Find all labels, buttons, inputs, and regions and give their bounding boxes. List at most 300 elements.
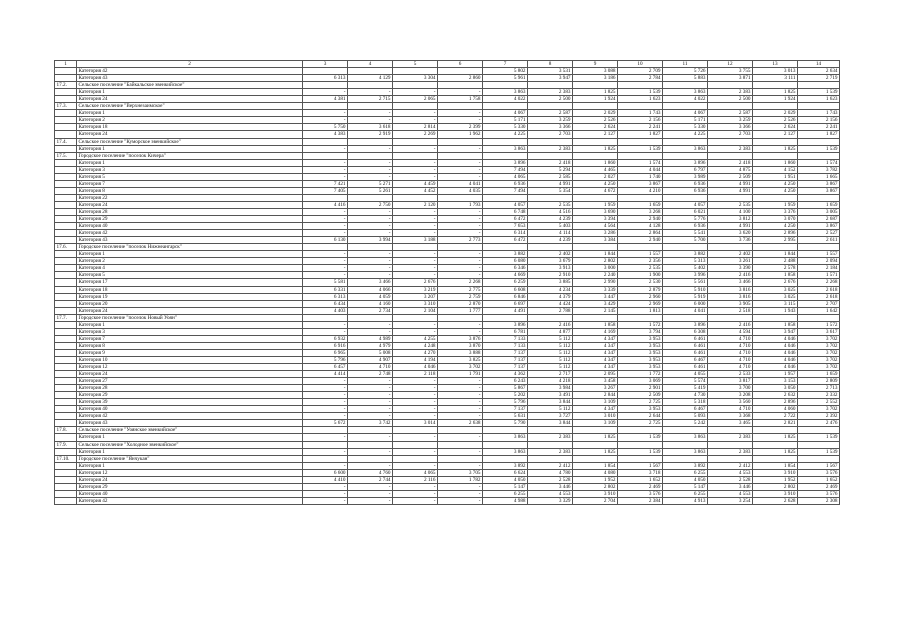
- table-row: [55, 286, 840, 293]
- value-cell: -: [303, 89, 348, 96]
- value-cell: 3 825: [438, 356, 483, 363]
- value-cell: -: [348, 208, 393, 215]
- row-label: Категория 12: [77, 469, 303, 476]
- value-cell: 4 875: [708, 166, 753, 173]
- value-cell: -: [303, 265, 348, 272]
- value-cell: -: [393, 328, 438, 335]
- value-cell: -: [303, 208, 348, 215]
- value-cell: -: [303, 230, 348, 237]
- row-code: [55, 201, 77, 208]
- value-cell: 3 366: [708, 124, 753, 131]
- value-cell: [483, 82, 528, 89]
- value-cell: 2 704: [573, 497, 618, 504]
- value-cell: 4 022: [663, 96, 708, 103]
- value-cell: 2 717: [528, 371, 573, 378]
- value-cell: 3 892: [663, 462, 708, 469]
- value-cell: 6 600: [303, 469, 348, 476]
- value-cell: 1 825: [753, 89, 798, 96]
- value-cell: -: [438, 223, 483, 230]
- value-cell: 1 572: [798, 321, 840, 328]
- value-cell: -: [348, 223, 393, 230]
- value-cell: 2 095: [573, 371, 618, 378]
- value-cell: 2 896: [753, 399, 798, 406]
- value-cell: 3 736: [708, 237, 753, 244]
- value-cell: [438, 194, 483, 201]
- table-row: [55, 244, 840, 251]
- value-cell: 1 539: [618, 448, 663, 455]
- row-label: Категория 24: [77, 307, 303, 314]
- value-cell: -: [438, 230, 483, 237]
- value-cell: 3 705: [438, 469, 483, 476]
- value-cell: 6 255: [663, 490, 708, 497]
- row-label: Категория 40: [77, 490, 303, 497]
- value-cell: [303, 103, 348, 110]
- value-cell: [528, 82, 573, 89]
- value-cell: 6 461: [663, 335, 708, 342]
- value-cell: 3 896: [663, 159, 708, 166]
- value-cell: -: [438, 145, 483, 152]
- value-cell: 3 153: [753, 378, 798, 385]
- value-cell: 3 366: [528, 124, 573, 131]
- value-cell: 1 652: [798, 476, 840, 483]
- value-cell: 3 953: [618, 342, 663, 349]
- value-cell: -: [348, 89, 393, 96]
- value-cell: 2 687: [798, 216, 840, 223]
- row-code: [55, 490, 77, 497]
- value-cell: [753, 82, 798, 89]
- value-cell: -: [303, 216, 348, 223]
- row-label: Категория 7: [77, 335, 303, 342]
- value-cell: 2 719: [798, 75, 840, 82]
- row-code: [55, 117, 77, 124]
- value-cell: [618, 103, 663, 110]
- value-cell: -: [393, 448, 438, 455]
- table-row: [55, 399, 840, 406]
- value-cell: -: [393, 497, 438, 504]
- row-code: 17.5.: [55, 152, 77, 159]
- value-cell: 3 025: [753, 293, 798, 300]
- value-cell: 1 962: [438, 131, 483, 138]
- value-cell: -: [393, 258, 438, 265]
- value-cell: 2 734: [348, 307, 393, 314]
- value-cell: -: [348, 413, 393, 420]
- value-cell: 6 313: [303, 75, 348, 82]
- value-cell: [348, 455, 393, 462]
- value-cell: 3 892: [483, 462, 528, 469]
- value-cell: [618, 314, 663, 321]
- value-cell: 6 936: [663, 187, 708, 194]
- value-cell: 2 624: [753, 124, 798, 131]
- value-cell: 2 412: [708, 462, 753, 469]
- value-cell: 4 907: [348, 356, 393, 363]
- row-label: Категория 10: [77, 356, 303, 363]
- value-cell: [303, 455, 348, 462]
- value-cell: -: [348, 406, 393, 413]
- value-cell: 3 679: [528, 258, 573, 265]
- value-cell: [618, 82, 663, 89]
- value-cell: [348, 427, 393, 434]
- table-row: [55, 462, 840, 469]
- row-label: Сельское поселение "Байкальское эвенкийское": [77, 82, 303, 89]
- value-cell: -: [438, 490, 483, 497]
- value-cell: -: [348, 392, 393, 399]
- table-row: [55, 356, 840, 363]
- value-cell: [483, 441, 528, 448]
- value-cell: [618, 152, 663, 159]
- value-cell: -: [303, 251, 348, 258]
- value-cell: [753, 244, 798, 251]
- row-code: [55, 307, 77, 314]
- row-code: [55, 166, 77, 173]
- value-cell: [753, 441, 798, 448]
- value-cell: [618, 427, 663, 434]
- value-cell: 4 564: [573, 223, 618, 230]
- value-cell: 3 207: [393, 293, 438, 300]
- value-cell: 2 587: [708, 110, 753, 117]
- value-cell: -: [438, 385, 483, 392]
- value-cell: 4 991: [708, 223, 753, 230]
- value-cell: 4 234: [528, 286, 573, 293]
- row-code: 17.9.: [55, 441, 77, 448]
- row-code: [55, 96, 77, 103]
- value-cell: 1 825: [573, 89, 618, 96]
- value-cell: 3 896: [483, 321, 528, 328]
- value-cell: -: [303, 392, 348, 399]
- value-cell: 3 304: [393, 75, 438, 82]
- value-cell: 2 910: [528, 272, 573, 279]
- value-cell: -: [348, 117, 393, 124]
- value-cell: 2 624: [573, 124, 618, 131]
- row-label: Категория 1: [77, 110, 303, 117]
- value-cell: -: [303, 490, 348, 497]
- value-cell: 3 953: [618, 335, 663, 342]
- value-cell: [753, 427, 798, 434]
- value-cell: 1 574: [618, 159, 663, 166]
- value-cell: 3 867: [798, 180, 840, 187]
- value-cell: 1 782: [438, 476, 483, 483]
- value-cell: [393, 152, 438, 159]
- value-cell: -: [438, 448, 483, 455]
- value-cell: -: [393, 117, 438, 124]
- value-cell: 3 702: [438, 364, 483, 371]
- value-cell: 4 100: [708, 208, 753, 215]
- row-label: Сельское поселение "Куморское эвенкийское": [77, 138, 303, 145]
- value-cell: [348, 244, 393, 251]
- value-cell: [798, 441, 840, 448]
- value-cell: 6 434: [303, 300, 348, 307]
- value-cell: 2 587: [528, 110, 573, 117]
- value-cell: 2 784: [618, 75, 663, 82]
- value-cell: 3 186: [573, 75, 618, 82]
- value-cell: [393, 103, 438, 110]
- table-row: [55, 216, 840, 223]
- value-cell: 2 744: [348, 476, 393, 483]
- value-cell: 3 376: [753, 208, 798, 215]
- row-label: Категория 22: [77, 194, 303, 201]
- value-cell: 4 065: [483, 173, 528, 180]
- value-cell: 4 169: [573, 328, 618, 335]
- value-cell: -: [348, 378, 393, 385]
- value-cell: -: [348, 448, 393, 455]
- value-cell: 3 953: [618, 406, 663, 413]
- value-cell: [798, 194, 840, 201]
- value-cell: 5 354: [528, 187, 573, 194]
- value-cell: 2 533: [708, 371, 753, 378]
- value-cell: -: [303, 483, 348, 490]
- value-cell: 2 383: [708, 434, 753, 441]
- value-cell: -: [438, 328, 483, 335]
- value-cell: 4 991: [708, 180, 753, 187]
- row-label: Категория 24: [77, 201, 303, 208]
- column-number-header: 6: [438, 61, 483, 68]
- value-cell: 4 989: [348, 335, 393, 342]
- value-cell: 2 383: [708, 448, 753, 455]
- table-row: [55, 180, 840, 187]
- row-label: Категория 43: [77, 75, 303, 82]
- value-cell: 1 539: [618, 434, 663, 441]
- value-cell: 2 725: [618, 420, 663, 427]
- table-row: [55, 68, 840, 75]
- value-cell: 3 466: [708, 279, 753, 286]
- value-cell: 1 539: [618, 89, 663, 96]
- value-cell: 2 383: [528, 145, 573, 152]
- row-code: [55, 399, 77, 406]
- value-cell: 3 339: [573, 286, 618, 293]
- value-cell: 3 259: [528, 117, 573, 124]
- value-cell: 1 758: [438, 96, 483, 103]
- value-cell: [618, 194, 663, 201]
- value-cell: 3 702: [798, 342, 840, 349]
- value-cell: [528, 138, 573, 145]
- value-cell: 6 000: [663, 300, 708, 307]
- value-cell: 1 557: [798, 251, 840, 258]
- value-cell: 2 500: [708, 96, 753, 103]
- value-cell: [393, 427, 438, 434]
- value-cell: 2 901: [618, 385, 663, 392]
- value-cell: 2 844: [573, 392, 618, 399]
- value-cell: 3 576: [798, 469, 840, 476]
- value-cell: 2 628: [753, 497, 798, 504]
- value-cell: [483, 455, 528, 462]
- value-cell: 4 057: [483, 201, 528, 208]
- value-cell: [798, 138, 840, 145]
- table-row: [55, 223, 840, 230]
- value-cell: 5 171: [483, 117, 528, 124]
- row-code: [55, 131, 77, 138]
- value-cell: 2 990: [573, 279, 618, 286]
- value-cell: -: [303, 223, 348, 230]
- table-row: [55, 103, 840, 110]
- table-row: [55, 469, 840, 476]
- value-cell: 4 553: [708, 469, 753, 476]
- value-cell: 3 867: [618, 180, 663, 187]
- value-cell: 1 959: [573, 201, 618, 208]
- value-cell: 4 129: [348, 75, 393, 82]
- value-cell: 2 814: [393, 124, 438, 131]
- value-cell: 4 710: [708, 335, 753, 342]
- row-label: Городское поселение "поселок Нижнеангарск": [77, 244, 303, 251]
- value-cell: 3 259: [708, 117, 753, 124]
- value-cell: -: [303, 413, 348, 420]
- value-cell: 1 813: [618, 307, 663, 314]
- value-cell: 3 996: [663, 272, 708, 279]
- value-cell: 2 969: [618, 300, 663, 307]
- value-cell: -: [348, 173, 393, 180]
- row-label: Категория 7: [77, 180, 303, 187]
- value-cell: 6 472: [483, 237, 528, 244]
- value-cell: 3 329: [528, 497, 573, 504]
- value-cell: 4 730: [663, 392, 708, 399]
- value-cell: 3 953: [618, 364, 663, 371]
- value-cell: 1 539: [798, 145, 840, 152]
- value-cell: 4 347: [573, 349, 618, 356]
- row-label: Категория 42: [77, 413, 303, 420]
- value-cell: 6 461: [663, 342, 708, 349]
- value-cell: 2 725: [618, 399, 663, 406]
- value-cell: 2 476: [798, 420, 840, 427]
- value-cell: [798, 455, 840, 462]
- table-row: [55, 124, 840, 131]
- table-row: [55, 208, 840, 215]
- row-label: Категория 29: [77, 216, 303, 223]
- row-code: [55, 194, 77, 201]
- row-code: 17.10.: [55, 455, 77, 462]
- value-cell: -: [348, 462, 393, 469]
- value-cell: 4 057: [663, 201, 708, 208]
- value-cell: -: [348, 497, 393, 504]
- value-cell: -: [303, 434, 348, 441]
- value-cell: 2 120: [393, 201, 438, 208]
- value-cell: [528, 314, 573, 321]
- value-cell: 7 494: [483, 166, 528, 173]
- row-code: 17.7.: [55, 314, 77, 321]
- value-cell: 4 988: [483, 497, 528, 504]
- value-cell: 3 984: [528, 385, 573, 392]
- value-cell: -: [438, 258, 483, 265]
- value-cell: 5 261: [348, 187, 393, 194]
- row-code: [55, 469, 77, 476]
- value-cell: 3 863: [483, 434, 528, 441]
- value-cell: 3 816: [708, 286, 753, 293]
- value-cell: 2 676: [393, 279, 438, 286]
- value-cell: 2 488: [753, 258, 798, 265]
- value-cell: -: [348, 321, 393, 328]
- value-cell: -: [303, 399, 348, 406]
- row-code: [55, 420, 77, 427]
- table-row: [55, 173, 840, 180]
- value-cell: 4 067: [483, 110, 528, 117]
- value-cell: 1 959: [753, 201, 798, 208]
- value-cell: 4 710: [708, 342, 753, 349]
- tariff-table: [54, 60, 840, 505]
- value-cell: 2 634: [798, 68, 840, 75]
- value-cell: 1 952: [573, 476, 618, 483]
- value-cell: [618, 455, 663, 462]
- value-cell: 3 910: [573, 490, 618, 497]
- value-cell: 4 225: [483, 131, 528, 138]
- value-cell: 6 965: [303, 349, 348, 356]
- value-cell: 3 010: [573, 413, 618, 420]
- column-number-header: 1: [55, 61, 77, 68]
- value-cell: [438, 441, 483, 448]
- value-cell: 3 910: [753, 469, 798, 476]
- value-cell: 1 827: [798, 131, 840, 138]
- table-row: [55, 117, 840, 124]
- value-cell: -: [348, 230, 393, 237]
- column-number-header: 7: [483, 61, 528, 68]
- value-cell: -: [348, 328, 393, 335]
- row-code: 17.4.: [55, 138, 77, 145]
- table-row: [55, 251, 840, 258]
- value-cell: 4 410: [303, 476, 348, 483]
- value-cell: 4 248: [393, 342, 438, 349]
- value-cell: [348, 441, 393, 448]
- value-cell: -: [303, 378, 348, 385]
- value-cell: -: [393, 145, 438, 152]
- value-cell: 1 574: [798, 159, 840, 166]
- value-cell: 3 531: [528, 68, 573, 75]
- table-row: [55, 335, 840, 342]
- value-cell: [483, 138, 528, 145]
- column-number-header: 13: [753, 61, 798, 68]
- row-code: [55, 321, 77, 328]
- table-row: [55, 371, 840, 378]
- table-row: [55, 483, 840, 490]
- value-cell: 3 727: [528, 413, 573, 420]
- value-cell: 5 574: [663, 378, 708, 385]
- value-cell: 3 310: [393, 300, 438, 307]
- value-cell: 7 653: [483, 223, 528, 230]
- value-cell: 1 659: [618, 201, 663, 208]
- value-cell: 5 294: [528, 166, 573, 173]
- value-cell: 7 137: [483, 364, 528, 371]
- value-cell: 2 530: [618, 279, 663, 286]
- table-row: [55, 476, 840, 483]
- row-label: Сельское поселение "Холодное эвенкийское": [77, 441, 303, 448]
- value-cell: -: [438, 413, 483, 420]
- value-cell: 5 171: [663, 117, 708, 124]
- row-label: Городское поселение "Янчукан": [77, 455, 303, 462]
- value-cell: [798, 82, 840, 89]
- row-code: [55, 356, 77, 363]
- value-cell: 5 961: [483, 75, 528, 82]
- value-cell: 5 202: [483, 392, 528, 399]
- value-cell: 2 703: [528, 131, 573, 138]
- value-cell: 3 394: [573, 216, 618, 223]
- table-row: [55, 258, 840, 265]
- value-cell: 2 788: [528, 307, 573, 314]
- table-row: [55, 89, 840, 96]
- value-cell: [753, 455, 798, 462]
- value-cell: 6 255: [663, 469, 708, 476]
- value-cell: 2 241: [618, 124, 663, 131]
- value-cell: 4 218: [528, 378, 573, 385]
- table-row: [55, 272, 840, 279]
- row-code: 17.6.: [55, 244, 77, 251]
- value-cell: [618, 138, 663, 145]
- value-cell: 4 250: [573, 180, 618, 187]
- table-row: [55, 145, 840, 152]
- value-cell: [438, 455, 483, 462]
- value-cell: -: [438, 321, 483, 328]
- value-cell: -: [393, 173, 438, 180]
- value-cell: 2 535: [708, 201, 753, 208]
- value-cell: 4 044: [618, 166, 663, 173]
- value-cell: -: [438, 173, 483, 180]
- row-label: Категория 24: [77, 96, 303, 103]
- value-cell: 2 029: [573, 110, 618, 117]
- value-cell: 4 160: [348, 300, 393, 307]
